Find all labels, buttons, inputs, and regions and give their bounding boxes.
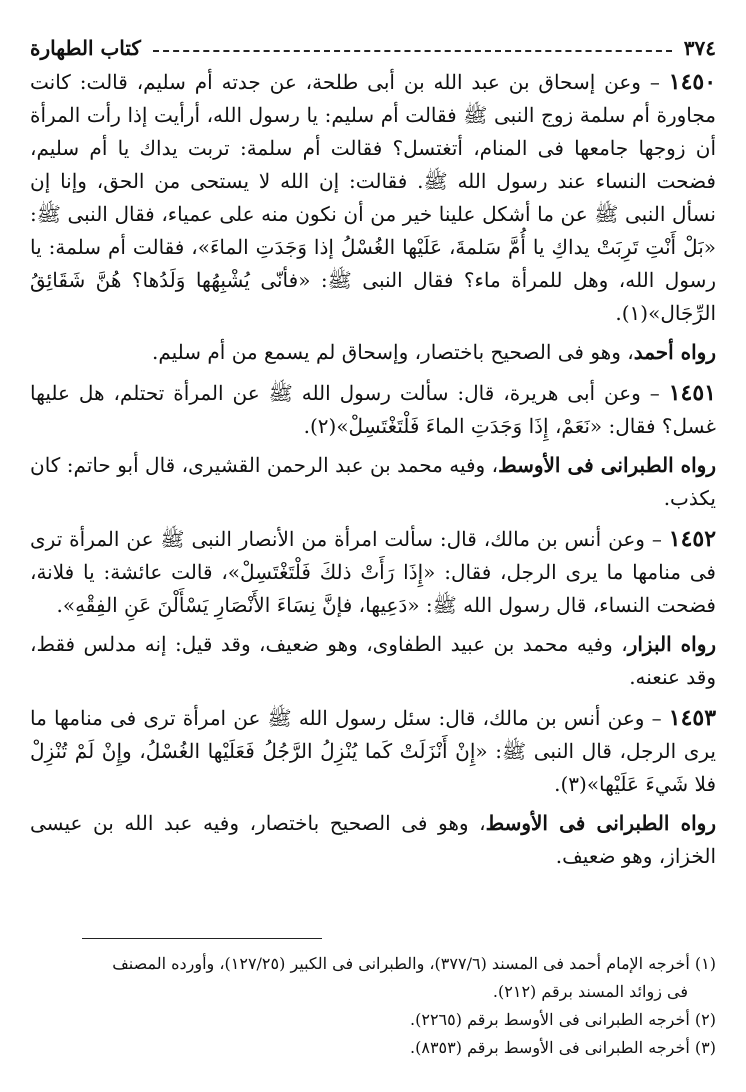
page-body bbox=[30, 34, 716, 881]
source-lead: رواه البزار bbox=[627, 632, 717, 656]
source-rest: ، وفيه محمد بن عبد الرحمن القشيرى، قال أبو حاتم: كان يكذب. bbox=[30, 453, 716, 510]
source-rest: ، وهو فى الصحيح باختصار، وإسحاق لم يسمع من أم سليم. bbox=[151, 340, 634, 364]
hadith-entry bbox=[30, 702, 716, 801]
hadith-number: ١٤٥٢ bbox=[668, 526, 717, 552]
hadith-text: وعن إسحاق بن عبد الله بن أبى طلحة، عن جدته أم سليم، قالت: كانت مجاورة أم سلمة زوج النبى ﷺ فقالت أم سليم: يا رسول الله، أرأيت إذا رأت المرأة أن زوجها جامعها فى المنام، أتغتسل؟ فقالت أم سلمة: تربت يداك يا أم سليم، فضحت النساء عند رسول الله ﷺ. فقالت: إن الله لا يستحى من الحق، وإنا إن نسأل النبى ﷺ عن ما أشكل علينا خير من أن نكون منه على عمياء، فقال النبى ﷺ: «بَلْ أَنْتِ تَرِبَتْ يداكِ يا أُمَّ سَلمةَ، عَلَيْها الغُسْلُ إذا وَجَدَتِ الماءَ»، فقالت أم سلمة: يا رسول الله، وهل للمرأة ماء؟ فقال النبى ﷺ: «فأنّى يُشْبِهُها وَلَدُها؟ هُنَّ شَقَائِقُ الرِّجَال»(١). bbox=[30, 70, 716, 325]
source-lead: رواه الطبرانى فى الأوسط bbox=[498, 453, 716, 477]
footnote-3: (٣) أخرجه الطبرانى فى الأوسط برقم (٨٣٥٣). bbox=[410, 1038, 716, 1057]
source-lead: رواه الطبرانى فى الأوسط bbox=[485, 811, 716, 835]
footnote-2: (٢) أخرجه الطبرانى فى الأوسط برقم (٢٢٦٥). bbox=[410, 1010, 716, 1029]
footnotes bbox=[30, 950, 716, 1062]
page-number: ٣٧٤ bbox=[683, 36, 716, 60]
hadith-entry bbox=[30, 377, 716, 443]
hadith-dash: – bbox=[644, 527, 662, 551]
hadith-text: وعن أبى هريرة، قال: سألت رسول الله ﷺ عن المرأة تحتلم، هل عليها غسل؟ فقال: «نَعَمْ، إِذَا وَجَدَتِ الماءَ فَلْتَغْتَسِلْ»(٢). bbox=[30, 381, 716, 438]
hadith-dash: – bbox=[644, 706, 662, 730]
hadith-entry bbox=[30, 66, 716, 330]
hadith-text: وعن أنس بن مالك، قال: سألت امرأة من الأنصار النبى ﷺ عن المرأة ترى فى منامها ما يرى الرجل، فقال: «إِذَا رَأَتْ ذلكَ فَلْتَغْتَسِلْ»، قالت عائشة: يا فلانة، فضحت النساء، قال رسول الله ﷺ: «دَعِيها، فإنَّ نِسَاءَ الأَنْصَارِ يَسْأَلْنَ عَنِ الفِقْهِ». bbox=[30, 527, 716, 617]
hadith-source bbox=[30, 336, 716, 369]
hadith-dash: – bbox=[640, 70, 660, 94]
source-rest: ، وفيه محمد بن عبيد الطفاوى، وهو ضعيف، وقد قيل: إنه مدلس فقط، وقد عنعنه. bbox=[30, 632, 716, 689]
footnote-1: (١) أخرجه الإمام أحمد فى المسند (٣٧٧/٦)، والطبرانى فى الكبير (١٢٧/٢٥)، وأورده المصنف bbox=[112, 954, 716, 973]
hadith-dash: – bbox=[640, 381, 660, 405]
source-rest: ، وهو فى الصحيح باختصار، وفيه عبد الله بن عيسى الخزاز، وهو ضعيف. bbox=[30, 811, 716, 868]
footnote-1-continuation: فى زوائد المسند برقم (٢١٢). bbox=[492, 982, 688, 1001]
source-lead: رواه أحمد bbox=[633, 340, 716, 364]
hadith-entry bbox=[30, 523, 716, 622]
running-head bbox=[30, 34, 716, 62]
book-title: كتاب الطهارة bbox=[30, 36, 141, 60]
hadith-source bbox=[30, 628, 716, 694]
hadith-number: ١٤٥١ bbox=[668, 380, 716, 406]
hadith-text: وعن أنس بن مالك، قال: سئل رسول الله ﷺ عن امرأة ترى فى منامها ما يرى الرجل، قال النبى ﷺ: «إِنْ أَنْزَلَتْ كَما يُنْزِلُ الرَّجُلُ فَعَلَيْها الغُسْلُ، وإِنْ لَمْ تُنْزِلْ فلا شَيءَ عَلَيْها»(٣). bbox=[30, 706, 716, 796]
hadith-number: ١٤٥٠ bbox=[668, 69, 717, 95]
hadith-source bbox=[30, 449, 716, 515]
header-dashed-rule bbox=[153, 50, 672, 52]
hadith-number: ١٤٥٣ bbox=[668, 705, 717, 731]
footnote-divider bbox=[82, 938, 322, 939]
hadith-source bbox=[30, 807, 716, 873]
